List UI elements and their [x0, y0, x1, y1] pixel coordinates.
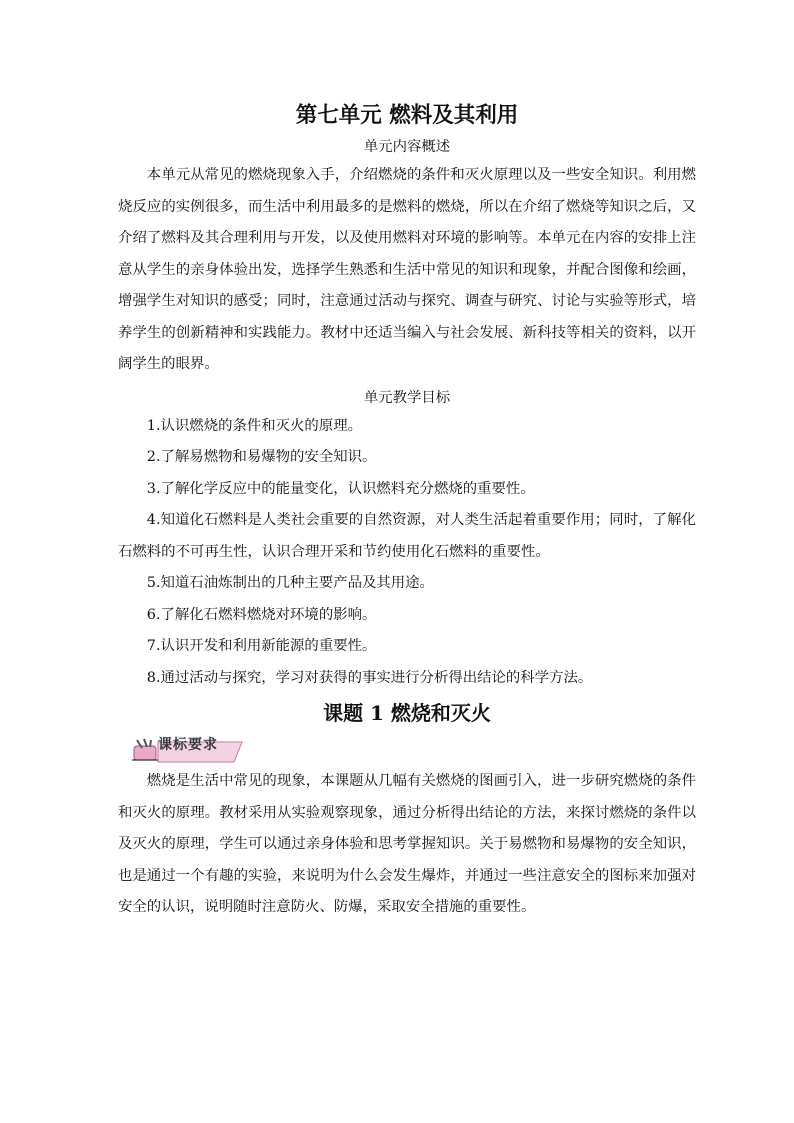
- unit-title: 第七单元 燃料及其利用: [295, 103, 519, 128]
- lesson-paragraph: 燃烧是生活中常见的现象，本课题从几幅有关燃烧的图画引入，进一步研究燃烧的条件和灭火的原理。教材采用从实验观察现象，通过分析得出结论的方法，来探讨燃烧的条件以及灭火的原理，学生可以通过亲身体验和思考掌握知识。关于易燃物和易爆物的安全知识，也是通过一个有趣的实验，来说明为什么会发生爆炸，并通过一些注意安全的图标来加强对安全的认识，说明随时注意防火、防爆，采取安全措施的重要性。: [118, 773, 696, 915]
- goal-item: 7.认识开发和利用新能源的重要性。: [146, 638, 377, 654]
- lesson-title: 课题 1 燃烧和灭火: [323, 701, 491, 725]
- curriculum-badge: [118, 732, 696, 766]
- goals-list: [118, 411, 696, 695]
- goal-item: 6.了解化石燃料燃烧对环境的影响。: [146, 606, 377, 623]
- goal-item: 4.知道化石燃料是人类社会重要的自然资源，对人类生活起着重要作用；同时，了解化石燃料的不可再生性，认识合理开采和节约使用化石燃料的重要性。: [118, 512, 696, 560]
- goal-item: 8.通过活动与探究，学习对获得的事实进行分析得出结论的科学方法。: [146, 669, 593, 686]
- goal-item: 2.了解易燃物和易爆物的安全知识。: [146, 449, 377, 465]
- goal-item: 5.知道石油炼制出的几种主要产品及其用途。: [146, 575, 434, 591]
- overview-heading: 单元内容概述: [363, 139, 451, 155]
- page-content: [118, 98, 696, 924]
- goals-heading: 单元教学目标: [363, 389, 451, 406]
- badge-label: 课标要求: [158, 737, 218, 753]
- goal-item: 3.了解化学反应中的能量变化，认识燃料充分燃烧的重要性。: [146, 480, 535, 497]
- overview-paragraph: 本单元从常见的燃烧现象入手，介绍燃烧的条件和灭火原理以及一些安全知识。利用燃烧反应的实例很多，而生活中利用最多的是燃料的燃烧，所以在介绍了燃烧等知识之后，又介绍了燃料及其合理利用与开发，以及使用燃料对环境的影响等。本单元在内容的安排上注意从学生的亲身体验出发，选择学生熟悉和生活中常见的知识和现象，并配合图像和绘画，增强学生对知识的感受；同时，注意通过活动与探究、调查与研究、讨论与实验等形式，培养学生的创新精神和实践能力。教材中还适当编入与社会发展、新科技等相关的资料，以开阔学生的眼界。: [118, 167, 696, 372]
- goal-item: 1.认识燃烧的条件和灭火的原理。: [146, 417, 362, 434]
